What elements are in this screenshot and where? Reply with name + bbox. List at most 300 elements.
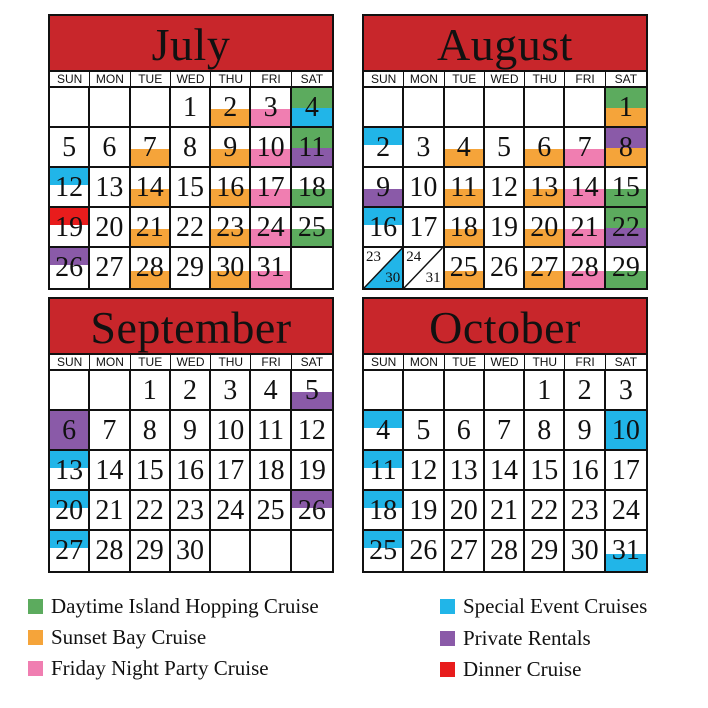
day-number: 18 xyxy=(297,172,326,203)
day-number: 8 xyxy=(618,132,633,163)
day-cell xyxy=(525,411,565,451)
day-number: 11 xyxy=(450,172,478,203)
day-cell xyxy=(445,451,485,491)
day-number: 8 xyxy=(537,415,552,446)
day-cell xyxy=(292,168,332,208)
day-number: 24 xyxy=(611,495,640,526)
day-cell xyxy=(131,248,171,288)
month-title: July xyxy=(50,16,332,72)
day-cell xyxy=(606,411,646,451)
day-cell xyxy=(364,208,404,248)
day-cell xyxy=(485,248,525,288)
day-number: 14 xyxy=(95,455,124,486)
day-cell xyxy=(251,128,291,168)
day-number: 3 xyxy=(263,92,278,123)
weekday-label: TUE xyxy=(445,72,485,87)
day-cell xyxy=(606,451,646,491)
day-cell xyxy=(364,88,404,128)
day-number: 15 xyxy=(611,172,640,203)
day-cell xyxy=(364,491,404,531)
legend-label: Dinner Cruise xyxy=(463,657,582,681)
day-cell xyxy=(50,248,90,288)
day-cell xyxy=(211,168,251,208)
day-cell xyxy=(606,168,646,208)
day-cell xyxy=(565,371,605,411)
day-cell xyxy=(251,248,291,288)
day-number: 27 xyxy=(530,252,559,283)
day-cell xyxy=(525,531,565,571)
legend-item-private xyxy=(440,626,591,651)
day-cell xyxy=(251,168,291,208)
day-cell xyxy=(485,128,525,168)
day-cell xyxy=(131,88,171,128)
day-cell xyxy=(90,168,130,208)
day-cell xyxy=(131,168,171,208)
day-number: 7 xyxy=(102,415,117,446)
day-number: 22 xyxy=(135,495,164,526)
day-number: 10 xyxy=(216,415,245,446)
day-number: 7 xyxy=(577,132,592,163)
day-number: 27 xyxy=(95,252,124,283)
day-number: 20 xyxy=(449,495,478,526)
day-cell xyxy=(445,531,485,571)
day-cell xyxy=(525,88,565,128)
swatch-special xyxy=(440,599,455,614)
day-cell xyxy=(50,531,90,571)
day-number: 12 xyxy=(409,455,438,486)
day-cell xyxy=(404,371,444,411)
day-cell xyxy=(90,451,130,491)
day-number: 12 xyxy=(55,172,84,203)
day-cell xyxy=(292,208,332,248)
day-number: 1 xyxy=(182,92,197,123)
day-number: 1 xyxy=(142,375,157,406)
weekday-label: MON xyxy=(90,355,130,370)
day-number: 18 xyxy=(369,495,398,526)
day-number: 6 xyxy=(62,415,77,446)
day-number: 2 xyxy=(182,375,197,406)
legend-item-dinner xyxy=(440,657,581,682)
day-cell xyxy=(485,168,525,208)
day-cell xyxy=(445,411,485,451)
day-cell xyxy=(131,451,171,491)
weekday-row xyxy=(364,72,646,88)
day-number: 23 xyxy=(216,212,245,243)
day-number: 2 xyxy=(577,375,592,406)
day-number: 23 xyxy=(570,495,599,526)
day-cell xyxy=(171,128,211,168)
day-number: 27 xyxy=(449,535,478,566)
day-number: 18 xyxy=(256,455,285,486)
day-cell xyxy=(251,491,291,531)
legend-label: Friday Night Party Cruise xyxy=(51,656,269,680)
day-cell xyxy=(485,531,525,571)
weekday-label: THU xyxy=(211,355,251,370)
day-cell xyxy=(565,88,605,128)
day-number: 8 xyxy=(182,132,197,163)
day-number: 10 xyxy=(256,132,285,163)
day-cell xyxy=(485,451,525,491)
day-cell xyxy=(171,168,211,208)
day-grid xyxy=(50,371,332,571)
day-cell xyxy=(445,168,485,208)
day-cell xyxy=(565,411,605,451)
day-number: 5 xyxy=(62,132,77,163)
day-cell xyxy=(565,451,605,491)
swatch-private xyxy=(440,631,455,646)
day-cell xyxy=(50,168,90,208)
day-number: 30 xyxy=(570,535,599,566)
day-cell xyxy=(565,168,605,208)
day-number: 24 xyxy=(406,249,422,265)
day-number: 16 xyxy=(369,212,398,243)
day-number: 4 xyxy=(304,92,319,123)
day-cell xyxy=(525,208,565,248)
day-number: 19 xyxy=(409,495,438,526)
day-cell xyxy=(525,491,565,531)
day-number: 4 xyxy=(263,375,278,406)
day-number: 30 xyxy=(216,252,245,283)
day-number: 9 xyxy=(577,415,592,446)
weekday-label: WED xyxy=(485,72,525,87)
day-cell xyxy=(251,371,291,411)
day-number: 5 xyxy=(304,375,319,406)
day-cell xyxy=(445,248,485,288)
day-number: 20 xyxy=(55,495,84,526)
day-cell xyxy=(251,208,291,248)
day-cell xyxy=(251,411,291,451)
weekday-label: FRI xyxy=(565,355,605,370)
day-cell xyxy=(364,168,404,208)
day-number: 13 xyxy=(55,455,84,486)
weekday-label: WED xyxy=(485,355,525,370)
day-number: 3 xyxy=(223,375,238,406)
day-number: 26 xyxy=(409,535,438,566)
day-cell xyxy=(211,451,251,491)
day-number: 19 xyxy=(297,455,326,486)
day-cell xyxy=(364,128,404,168)
day-number: 16 xyxy=(216,172,245,203)
day-cell xyxy=(292,451,332,491)
day-cell xyxy=(251,531,291,571)
month-september xyxy=(48,297,334,573)
day-cell xyxy=(485,208,525,248)
day-cell xyxy=(251,451,291,491)
day-cell xyxy=(606,128,646,168)
day-cell xyxy=(445,128,485,168)
legend-label: Daytime Island Hopping Cruise xyxy=(51,594,319,618)
day-cell xyxy=(292,88,332,128)
day-grid xyxy=(364,371,646,571)
day-number: 26 xyxy=(297,495,326,526)
day-number: 16 xyxy=(175,455,204,486)
day-cell xyxy=(606,208,646,248)
day-number: 11 xyxy=(257,415,285,446)
day-grid xyxy=(364,88,646,288)
day-number: 14 xyxy=(489,455,518,486)
day-cell xyxy=(606,248,646,288)
day-number: 29 xyxy=(135,535,164,566)
weekday-label: SUN xyxy=(364,72,404,87)
day-number: 25 xyxy=(297,212,326,243)
day-number: 1 xyxy=(537,375,552,406)
weekday-label: FRI xyxy=(251,355,291,370)
day-number: 31 xyxy=(256,252,285,283)
day-number: 5 xyxy=(416,415,431,446)
day-number: 12 xyxy=(489,172,518,203)
weekday-label: FRI xyxy=(565,72,605,87)
day-number: 21 xyxy=(135,212,164,243)
weekday-label: THU xyxy=(525,72,565,87)
day-cell xyxy=(565,531,605,571)
day-cell xyxy=(211,88,251,128)
day-number: 10 xyxy=(409,172,438,203)
day-cell xyxy=(171,451,211,491)
weekday-label: SAT xyxy=(614,72,638,86)
day-cell xyxy=(251,88,291,128)
day-number: 17 xyxy=(216,455,245,486)
day-number: 6 xyxy=(537,132,552,163)
legend-label: Special Event Cruises xyxy=(463,594,648,618)
day-cell xyxy=(211,128,251,168)
weekday-row xyxy=(364,355,646,371)
day-number: 4 xyxy=(456,132,471,163)
day-number: 17 xyxy=(256,172,285,203)
weekday-label: TUE xyxy=(131,355,171,370)
day-number: 11 xyxy=(298,132,326,163)
day-cell xyxy=(292,531,332,571)
day-cell xyxy=(211,491,251,531)
day-number: 21 xyxy=(95,495,124,526)
day-number: 21 xyxy=(570,212,599,243)
day-cell xyxy=(292,411,332,451)
day-cell xyxy=(292,491,332,531)
day-number: 20 xyxy=(530,212,559,243)
day-cell xyxy=(606,371,646,411)
day-number: 5 xyxy=(496,132,511,163)
day-number: 11 xyxy=(369,455,397,486)
day-cell xyxy=(171,88,211,128)
day-number: 2 xyxy=(376,132,391,163)
day-cell xyxy=(90,491,130,531)
day-cell xyxy=(364,371,404,411)
day-number: 1 xyxy=(618,92,633,123)
day-number: 27 xyxy=(55,535,84,566)
day-number: 25 xyxy=(369,535,398,566)
day-number: 15 xyxy=(135,455,164,486)
day-number: 19 xyxy=(489,212,518,243)
day-cell xyxy=(445,491,485,531)
weekday-label: TUE xyxy=(131,72,171,87)
day-number: 4 xyxy=(376,415,391,446)
weekday-label: SUN xyxy=(50,72,90,87)
day-cell xyxy=(404,531,444,571)
day-number: 26 xyxy=(489,252,518,283)
day-cell xyxy=(404,168,444,208)
day-number: 25 xyxy=(256,495,285,526)
weekday-label: TUE xyxy=(445,355,485,370)
day-cell xyxy=(50,128,90,168)
weekday-label: MON xyxy=(404,72,444,87)
swatch-daytime xyxy=(28,599,43,614)
day-cell xyxy=(404,491,444,531)
day-cell xyxy=(606,88,646,128)
weekday-label: THU xyxy=(525,355,565,370)
day-number: 18 xyxy=(449,212,478,243)
day-number: 6 xyxy=(102,132,117,163)
day-cell xyxy=(90,88,130,128)
day-number: 9 xyxy=(223,132,238,163)
day-number: 28 xyxy=(489,535,518,566)
weekday-row xyxy=(50,355,332,371)
day-number: 3 xyxy=(618,375,633,406)
day-number: 29 xyxy=(175,252,204,283)
day-cell xyxy=(364,451,404,491)
legend-label: Private Rentals xyxy=(463,626,591,650)
day-number: 13 xyxy=(530,172,559,203)
day-cell xyxy=(171,411,211,451)
day-cell xyxy=(131,411,171,451)
day-number: 31 xyxy=(611,535,640,566)
day-cell xyxy=(364,411,404,451)
day-cell xyxy=(292,128,332,168)
day-cell xyxy=(90,371,130,411)
day-number: 17 xyxy=(409,212,438,243)
day-number: 28 xyxy=(95,535,124,566)
day-cell xyxy=(565,128,605,168)
day-cell xyxy=(525,248,565,288)
day-cell xyxy=(211,248,251,288)
legend-item-party xyxy=(28,656,269,681)
day-number: 28 xyxy=(570,252,599,283)
day-number: 20 xyxy=(95,212,124,243)
legend-item-sunset xyxy=(28,625,206,650)
day-cell xyxy=(90,411,130,451)
day-number: 30 xyxy=(175,535,204,566)
day-number: 26 xyxy=(55,252,84,283)
day-number: 31 xyxy=(425,270,441,286)
weekday-label: FRI xyxy=(251,72,291,87)
day-number: 15 xyxy=(530,455,559,486)
day-cell xyxy=(50,88,90,128)
day-number: 16 xyxy=(570,455,599,486)
day-cell xyxy=(50,208,90,248)
day-cell xyxy=(525,128,565,168)
day-number: 24 xyxy=(256,212,285,243)
day-cell xyxy=(171,248,211,288)
weekday-label: SAT xyxy=(300,72,324,86)
day-cell xyxy=(485,371,525,411)
day-cell xyxy=(90,531,130,571)
day-cell xyxy=(565,248,605,288)
swatch-party xyxy=(28,661,43,676)
legend-item-special xyxy=(440,594,647,619)
day-cell xyxy=(171,531,211,571)
day-cell xyxy=(50,411,90,451)
weekday-label: THU xyxy=(211,72,251,87)
day-cell xyxy=(211,411,251,451)
day-number: 15 xyxy=(175,172,204,203)
day-cell xyxy=(211,208,251,248)
day-cell xyxy=(404,128,444,168)
month-title: October xyxy=(364,299,646,355)
day-cell xyxy=(606,531,646,571)
day-number: 23 xyxy=(175,495,204,526)
day-number: 8 xyxy=(142,415,157,446)
day-number: 25 xyxy=(449,252,478,283)
day-cell xyxy=(565,208,605,248)
month-august xyxy=(362,14,648,290)
day-cell xyxy=(485,88,525,128)
day-number: 29 xyxy=(611,252,640,283)
month-october xyxy=(362,297,648,573)
day-number: 19 xyxy=(55,212,84,243)
day-cell xyxy=(525,371,565,411)
day-grid xyxy=(50,88,332,288)
weekday-label: WED xyxy=(171,355,211,370)
day-cell xyxy=(404,208,444,248)
weekday-label: SUN xyxy=(50,355,90,370)
month-july xyxy=(48,14,334,290)
day-cell xyxy=(90,128,130,168)
day-cell xyxy=(90,208,130,248)
day-number: 28 xyxy=(135,252,164,283)
day-cell xyxy=(364,248,404,288)
day-number: 2 xyxy=(223,92,238,123)
weekday-label: SAT xyxy=(614,355,638,369)
day-cell xyxy=(404,411,444,451)
weekday-label: SUN xyxy=(364,355,404,370)
day-cell xyxy=(131,371,171,411)
day-cell xyxy=(292,371,332,411)
day-number: 17 xyxy=(611,455,640,486)
day-cell xyxy=(171,491,211,531)
weekday-label: MON xyxy=(404,355,444,370)
day-cell xyxy=(50,451,90,491)
day-cell xyxy=(131,531,171,571)
swatch-sunset xyxy=(28,630,43,645)
day-cell xyxy=(445,88,485,128)
swatch-dinner xyxy=(440,662,455,677)
day-number: 13 xyxy=(449,455,478,486)
day-cell xyxy=(292,248,332,288)
month-title: September xyxy=(50,299,332,355)
day-cell xyxy=(364,531,404,571)
day-number: 21 xyxy=(489,495,518,526)
day-number: 9 xyxy=(182,415,197,446)
day-number: 7 xyxy=(142,132,157,163)
weekday-label: SAT xyxy=(300,355,324,369)
day-cell xyxy=(525,451,565,491)
day-number: 3 xyxy=(416,132,431,163)
day-number: 9 xyxy=(376,172,391,203)
day-cell xyxy=(404,248,444,288)
day-cell xyxy=(131,208,171,248)
day-cell xyxy=(211,371,251,411)
day-cell xyxy=(606,491,646,531)
month-title: August xyxy=(364,16,646,72)
day-cell xyxy=(171,371,211,411)
legend-label: Sunset Bay Cruise xyxy=(51,625,207,649)
day-number: 23 xyxy=(366,249,381,265)
day-number: 14 xyxy=(570,172,599,203)
day-cell xyxy=(485,491,525,531)
weekday-row xyxy=(50,72,332,88)
day-cell xyxy=(50,371,90,411)
day-cell xyxy=(565,491,605,531)
day-number: 29 xyxy=(530,535,559,566)
day-cell xyxy=(525,168,565,208)
